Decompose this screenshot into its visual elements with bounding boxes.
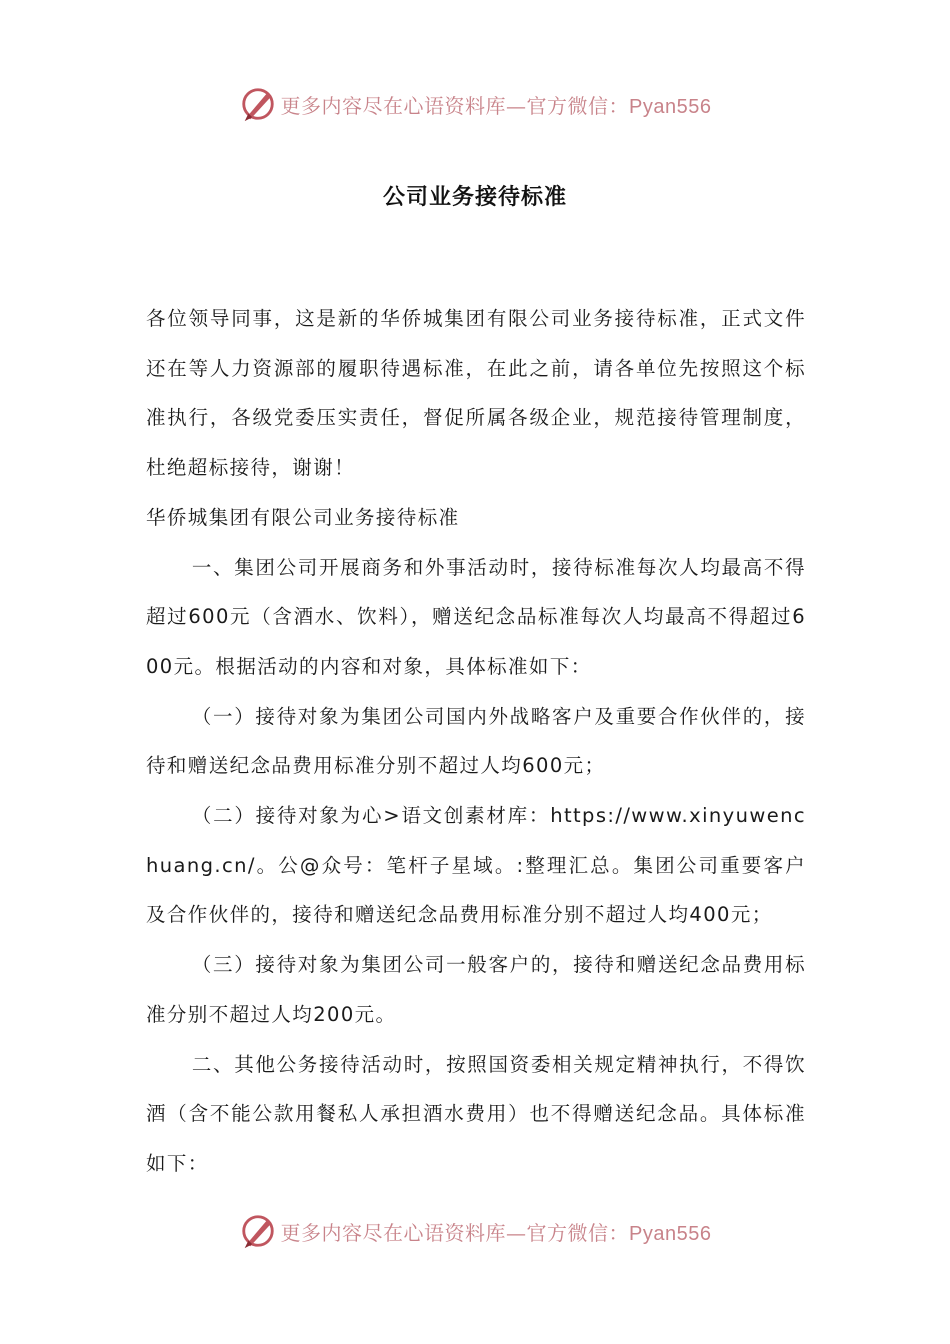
document-body [146,294,806,1189]
paragraph-item-1: （一）接待对象为集团公司国内外战略客户及重要合作伙伴的，接待和赠送纪念品费用标准分别不超过人均600元； [146,704,806,778]
document-title: 公司业务接待标准 [382,185,567,210]
paragraph-item-3: （三）接待对象为集团公司一般客户的，接待和赠送纪念品费用标准分别不超过人均200元。 [146,953,806,1026]
watermark-banner-top [0,84,950,124]
paragraph-intro: 各位领导同事，这是新的华侨城集团有限公司业务接待标准，正式文件还在等人力资源部的履职待遇标准，在此之前，请各单位先按照这个标准执行，各级党委压实责任，督促所属各级企业，规范接待管理制度，杜绝超标接待，谢谢！ [146,307,806,480]
pen-logo-icon [239,1212,277,1250]
pen-logo-icon [239,85,277,123]
paragraph-section-1: 一、集团公司开展商务和外事活动时，接待标准每次人均最高不得超过600元（含酒水、饮料），赠送纪念品标准每次人均最高不得超过600元。根据活动的内容和对象，具体标准如下： [146,555,806,678]
watermark-text: 更多内容尽在心语资料库—官方微信：Pyan556 [280,93,712,118]
watermark-banner-bottom [0,1211,950,1251]
paragraph-subtitle: 华侨城集团有限公司业务接待标准 [146,505,460,529]
paragraph-item-2: （二）接待对象为心>语文创素材库：https://www.xinyuwenchuang.cn/。公@众号：笔杆子星域。:整理汇总。集团公司重要客户及合作伙伴的，接待和赠送纪念品费用标准分别不超过人均400元； [146,804,806,927]
watermark-text: 更多内容尽在心语资料库—官方微信：Pyan556 [280,1220,712,1245]
paragraph-section-2: 二、其他公务接待活动时，按照国资委相关规定精神执行，不得饮酒（含不能公款用餐私人承担酒水费用）也不得赠送纪念品。具体标准如下： [146,1052,806,1175]
